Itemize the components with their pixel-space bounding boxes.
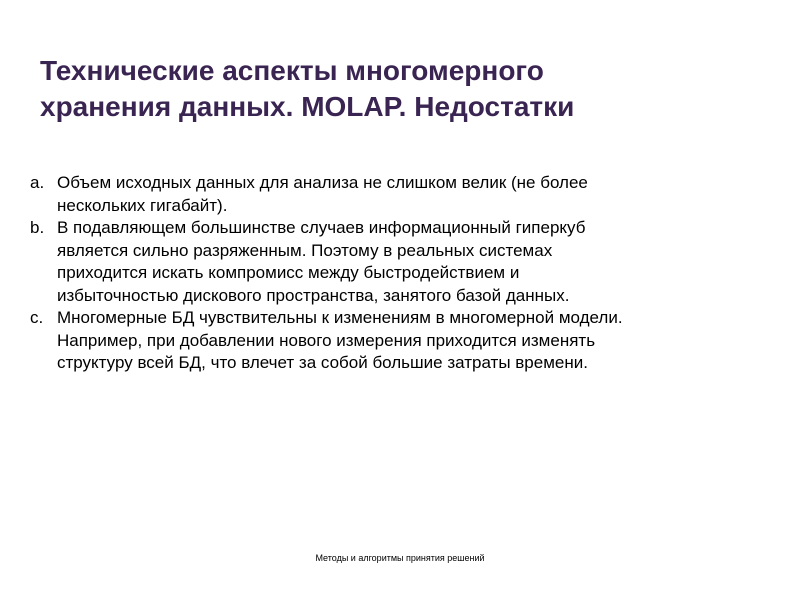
list-item-c-line-2: Например, при добавлении нового измерения приходится изменять [57,330,596,350]
slide-title-line-1: Технические аспекты многомерного [40,55,544,86]
list-marker-a: a. [30,173,45,192]
list-item-b-line-3: приходится искать компромисс между быстродействием и [57,263,520,282]
slide-title-line-2: хранения данных. MOLAP. Недостатки [40,91,575,122]
list-item-a-line-1: Объем исходных данных для анализа не слишком велик (не более [57,173,588,192]
list-item-c-line-1: Многомерные БД чувствительны к изменениям в многомерной модели. [57,308,623,327]
list-item-c [30,307,770,375]
list-marker-c: c. [30,308,44,327]
list-marker-b: b. [30,218,45,237]
list-item-a [30,172,770,217]
list-item-b-line-1: В подавляющем большинстве случаев информационный гиперкуб [57,218,586,237]
list-item-b-line-4: избыточностью дискового пространства, занятого базой данных. [57,285,570,305]
list-item-c-line-3: структуру всей БД, что влечет за собой большие затраты времени. [57,353,588,372]
drawbacks-list [30,172,770,375]
list-item-b-line-2: является сильно разряженным. Поэтому в реальных системах [57,240,553,260]
list-item-a-line-2: нескольких гигабайт). [57,195,228,215]
slide-footer: Методы и алгоритмы принятия решений [315,553,485,563]
slide-title [40,53,760,125]
list-item-b [30,217,770,307]
